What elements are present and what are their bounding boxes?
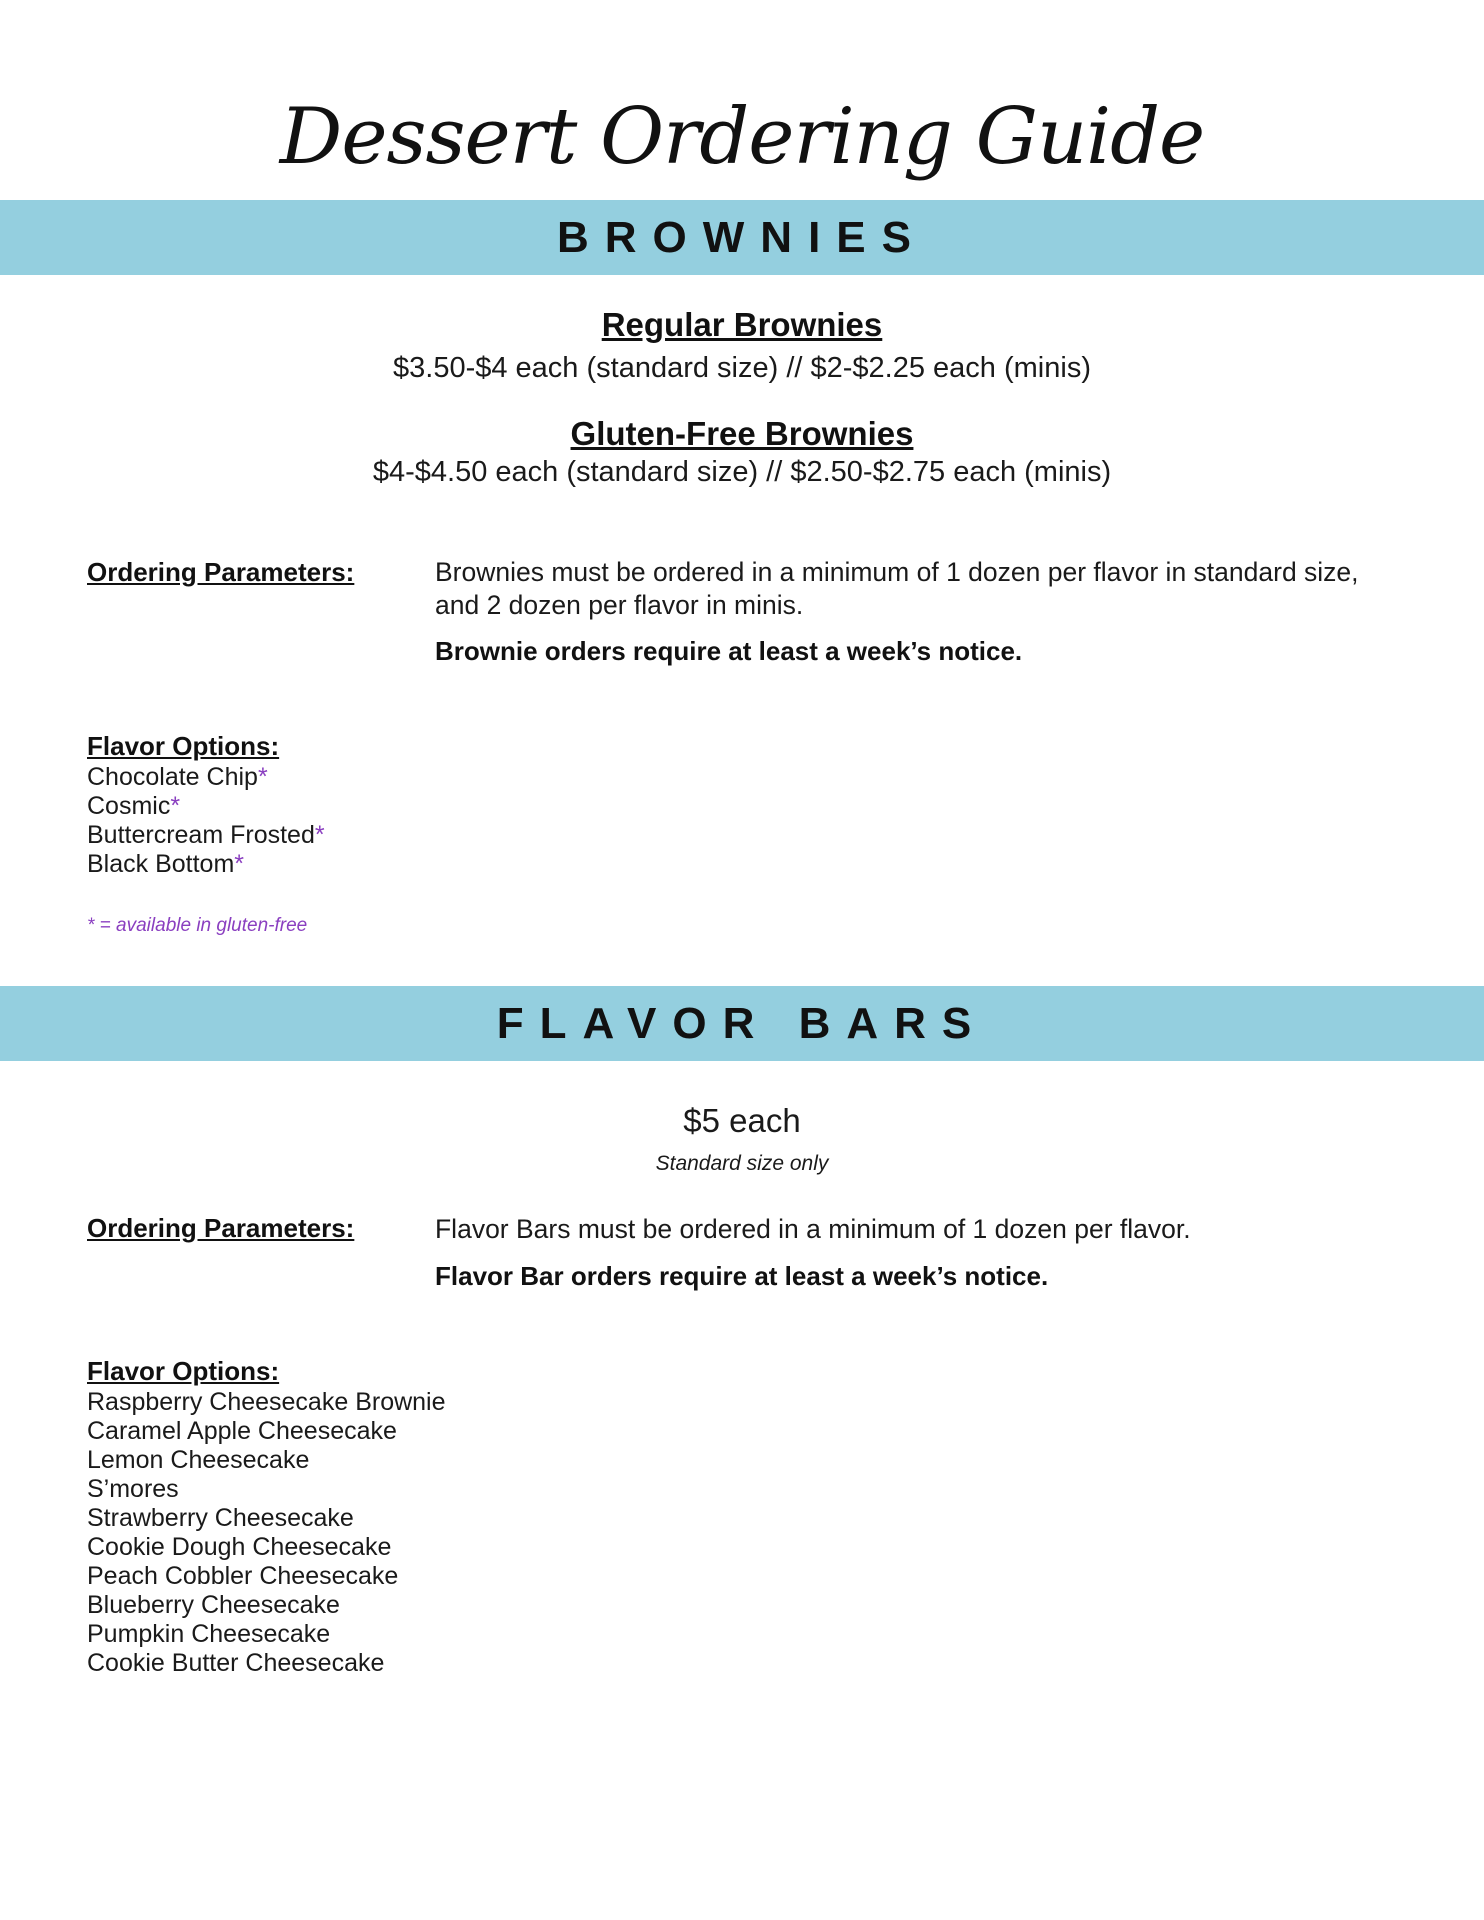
brownies-flavor-label: Flavor Options: <box>87 731 280 761</box>
flavor-bars-banner: FLAVOR BARS <box>0 986 1484 1061</box>
regular-brownies-heading: Regular Brownies <box>601 306 883 343</box>
list-item: Blueberry Cheesecake <box>87 1591 340 1619</box>
list-item: Chocolate Chip* <box>87 763 268 791</box>
gluten-free-marker: * <box>314 821 325 849</box>
brownies-ordering-label: Ordering Parameters: <box>87 557 355 587</box>
flavor-bars-flavor-list <box>87 1388 446 1678</box>
list-item: Cookie Butter Cheesecake <box>87 1649 385 1677</box>
flavor-bars-price: $5 each <box>683 1102 801 1139</box>
list-item: Peach Cobbler Cheesecake <box>87 1562 399 1590</box>
list-item: Cosmic* <box>87 792 181 820</box>
gluten-free-marker: * <box>170 792 181 820</box>
flavor-bars-ordering-label: Ordering Parameters: <box>87 1213 355 1243</box>
brownies-notice: Brownie orders require at least a week’s notice. <box>435 636 1023 666</box>
gluten-free-footnote: * = available in gluten-free <box>87 915 308 936</box>
brownies-flavor-list <box>87 763 325 879</box>
list-item: Caramel Apple Cheesecake <box>87 1417 397 1445</box>
list-item: Lemon Cheesecake <box>87 1446 310 1474</box>
flavor-bars-flavor-label: Flavor Options: <box>87 1356 280 1386</box>
flavor-bars-size-note: Standard size only <box>655 1152 829 1175</box>
list-item: Cookie Dough Cheesecake <box>87 1533 392 1561</box>
list-item: S’mores <box>87 1475 179 1503</box>
flavor-bars-ordering-text: Flavor Bars must be ordered in a minimum of 1 dozen per flavor. <box>435 1214 1191 1244</box>
list-item: Raspberry Cheesecake Brownie <box>87 1388 446 1416</box>
page-title: Dessert Ordering Guide <box>279 92 1205 182</box>
brownies-ordering-text: Brownies must be ordered in a minimum of 1 dozen per flavor in standard size, and 2 dozen per flavor in minis. <box>435 557 1359 620</box>
gluten-free-marker: * <box>234 850 245 878</box>
list-item: Black Bottom* <box>87 850 245 878</box>
list-item: Strawberry Cheesecake <box>87 1504 354 1532</box>
flavor-bars-notice: Flavor Bar orders require at least a week’s notice. <box>435 1261 1049 1291</box>
list-item: Buttercream Frosted* <box>87 821 325 849</box>
gluten-free-brownies-heading: Gluten-Free Brownies <box>570 415 914 452</box>
gluten-free-brownies-price: $4-$4.50 each (standard size) // $2.50-$2.75 each (minis) <box>372 456 1112 488</box>
brownies-banner: BROWNIES <box>0 200 1484 275</box>
regular-brownies-price: $3.50-$4 each (standard size) // $2-$2.25 each (minis) <box>393 352 1091 384</box>
list-item: Pumpkin Cheesecake <box>87 1620 331 1648</box>
gluten-free-marker: * <box>257 763 268 791</box>
